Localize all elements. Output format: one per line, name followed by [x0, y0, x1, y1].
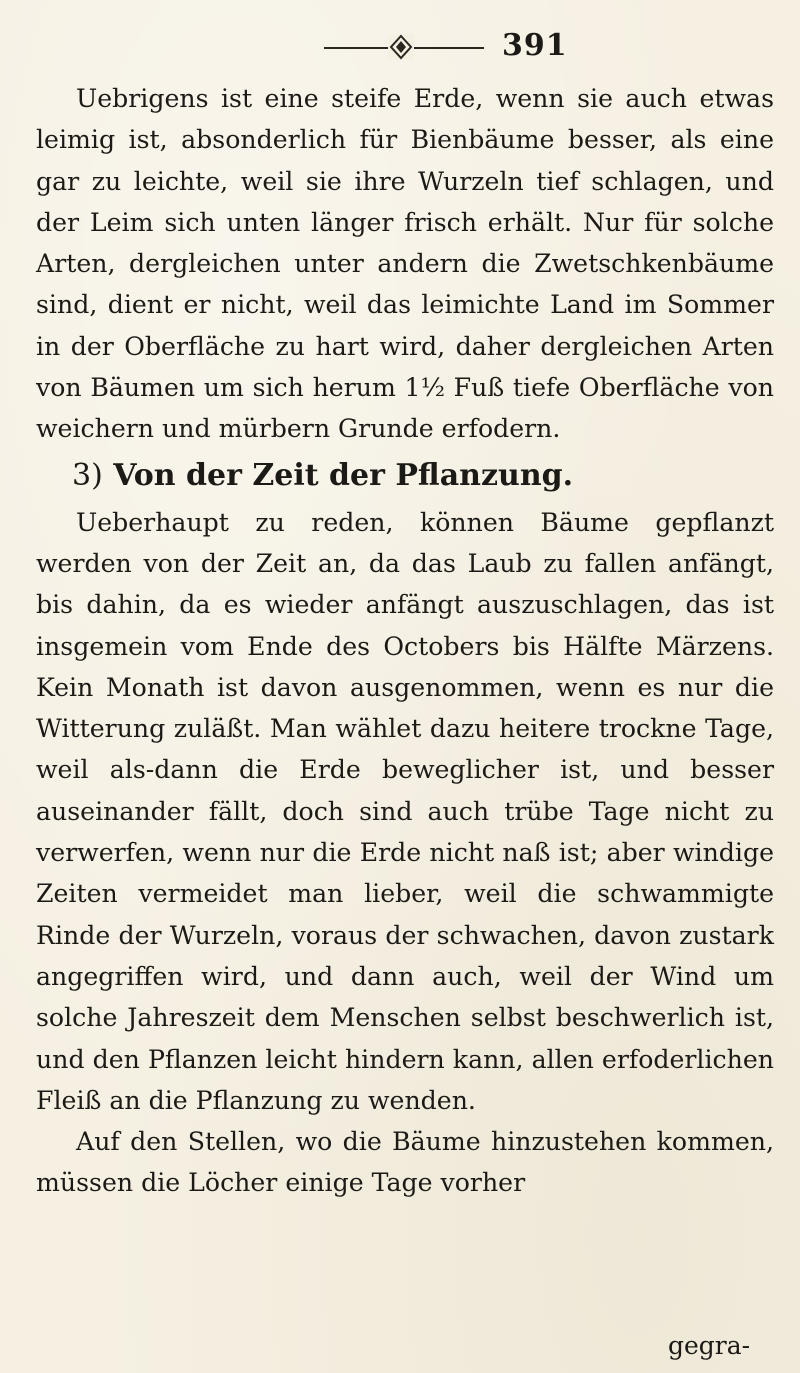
body-text	[36, 78, 774, 1204]
paragraph-planting-time: Ueberhaupt zu reden, können Bäume gepflanzt werden von der Zeit an, da das Laub zu fallen anfängt, bis dahin, da es wieder anfängt auszuschlagen, das ist insgemein vom Ende des Octobers bis Hälfte Märzens. Kein Monath ist davon ausgenommen, wenn es nur die Witterung zuläßt. Man wählet dazu heitere trockne Tage, weil als-dann die Erde beweglicher ist, und besser auseinander fällt, doch sind auch trübe Tage nicht zu verwerfen, wenn nur die Erde nicht naß ist; aber windige Zeiten vermeidet man lieber, weil die schwammigte Rinde der Wurzeln, voraus der schwachen, davon zustark angegriffen wird, und dann auch, weil der Wind um solche Jahreszeit dem Menschen selbst beschwerlich ist, und den Pflanzen leicht hindern kann, allen erfoderlichen Fleiß an die Pflanzung zu wenden.	[36, 507, 774, 1115]
diamond-ornament-icon	[388, 34, 414, 60]
section-title: Von der Zeit der Pflanzung.	[113, 457, 574, 493]
section-number: 3)	[72, 457, 103, 493]
section-heading	[36, 454, 774, 498]
paragraph-planting-holes: Auf den Stellen, wo die Bäume hinzustehen kommen, müssen die Löcher einige Tage vorher	[36, 1127, 774, 1198]
catchword: gegra-	[668, 1331, 751, 1360]
paragraph-soil: Uebrigens ist eine steife Erde, wenn sie auch etwas leimig ist, absonderlich für Bienbäume besser, als eine gar zu leichte, weil sie ihre Wurzeln tief schlagen, und der Leim sich unten länger frisch erhält. Nur für solche Arten, dergleichen unter andern die Zwetschkenbäume sind, dient er nicht, weil das leimichte Land im Sommer in der Oberfläche zu hart wird, daher dergleichen Arten von Bäumen um sich herum 1½ Fuß tiefe Oberfläche von weichern und mürbern Grunde erfodern.	[36, 84, 774, 444]
page-header	[0, 24, 800, 74]
page-number: 391	[502, 28, 568, 63]
